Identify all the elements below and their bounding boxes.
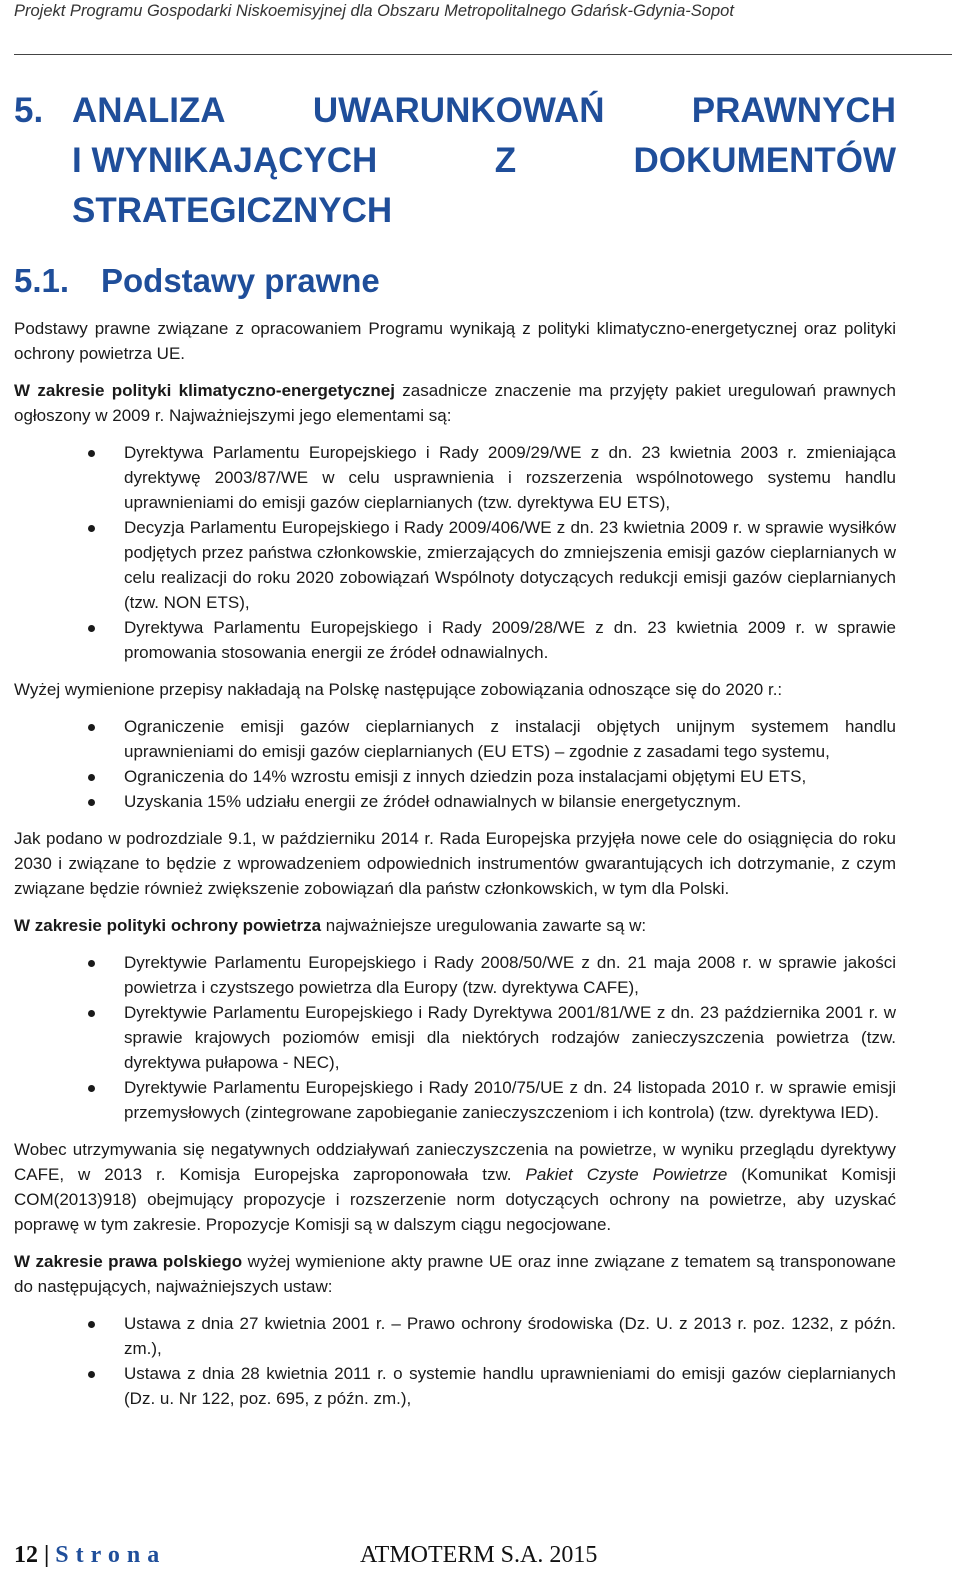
bullet-list bbox=[14, 1311, 896, 1411]
bold-lead: W zakresie polityki ochrony powietrza bbox=[14, 916, 322, 935]
page-number: 12 bbox=[14, 1542, 38, 1568]
list-item: Dyrektywa Parlamentu Europejskiego i Rady 2009/28/WE z dn. 23 kwietnia 2009 r. w sprawie promowania stosowania energii ze źródeł odnawialnych. bbox=[14, 615, 896, 665]
paragraph: Jak podano w podrozdziale 9.1, w październiku 2014 r. Rada Europejska przyjęła nowe cele do osiągnięcia do roku 2030 i związane to będzie z wprowadzeniem odpowiednich instrumentów gwarantujących ich dotrzymanie, z czym związane będzie również zwiększenie zobowiązań dla państw członkowskich, w tym dla Polski. bbox=[14, 829, 896, 898]
list-item: Decyzja Parlamentu Europejskiego i Rady 2009/406/WE z dn. 23 kwietnia 2009 r. w sprawie wysiłków podjętych przez państwa członkowskie, zmierzających do zmniejszenia emisji gazów cieplarnianych w celu realizacji do roku 2020 zobowiązań Wspólnoty dotyczących redukcji emisji gazów cieplarnianych (tzw. NON ETS), bbox=[14, 515, 896, 615]
paragraph bbox=[14, 1137, 896, 1237]
chapter-word: I WYNIKAJĄCYCH bbox=[72, 141, 378, 180]
list-item: Dyrektywie Parlamentu Europejskiego i Rady Dyrektywa 2001/81/WE z dn. 23 października 2001 r. w sprawie krajowych poziomów emisji dla niektórych rodzajów zanieczyszczenia powietrza (tzw. dyrektywa pułapowa - NEC), bbox=[14, 1000, 896, 1075]
section-heading bbox=[14, 258, 380, 304]
paragraph bbox=[14, 1249, 896, 1299]
company-name: ATMOTERM S.A. 2015 bbox=[360, 1542, 598, 1568]
bullet-list bbox=[14, 950, 896, 1125]
italic-term: Pakiet Czyste Powietrze bbox=[525, 1165, 728, 1184]
section-title: Podstawy prawne bbox=[101, 262, 380, 299]
paragraph bbox=[14, 913, 896, 938]
page-label bbox=[14, 1540, 166, 1570]
list-item: Dyrektywa Parlamentu Europejskiego i Rady 2009/29/WE z dn. 23 kwietnia 2003 r. zmieniająca dyrektywę 2003/87/WE w celu usprawnienia i rozszerzenia wspólnotowego systemu handlu uprawnieniami do emisji gazów cieplarnianych (tzw. dyrektywa EU ETS), bbox=[14, 440, 896, 515]
list-item: Uzyskania 15% udziału energii ze źródeł odnawialnych w bilansie energetycznym. bbox=[14, 789, 896, 814]
running-header: Projekt Programu Gospodarki Niskoemisyjnej dla Obszaru Metropolitalnego Gdańsk-Gdynia-Sopot bbox=[14, 2, 734, 20]
list-item: Ustawa z dnia 27 kwietnia 2001 r. – Prawo ochrony środowiska (Dz. U. z 2013 r. poz. 1232, z późn. zm.), bbox=[14, 1311, 896, 1361]
paragraph: Wyżej wymienione przepisy nakładają na Polskę następujące zobowiązania odnoszące się do 2020 r.: bbox=[14, 680, 783, 699]
chapter-word: PRAWNYCH bbox=[691, 91, 896, 130]
chapter-title-line-1 bbox=[72, 86, 896, 136]
page-word: Strona bbox=[55, 1542, 167, 1568]
chapter-title-line-3 bbox=[72, 186, 896, 236]
paragraph-text: najważniejsze uregulowania zawarte są w: bbox=[321, 916, 647, 935]
header-divider bbox=[14, 54, 952, 55]
paragraph-text: (Komunikat Komisji COM(2013)918) obejmujący propozycje i rozszerzenie norm dotyczących ochrony na powietrze, aby uzyskać poprawę w tym zakresie. Propozycje Komisji są w dalszym ciągu negocjowane. bbox=[14, 1165, 896, 1234]
bold-lead: W zakresie prawa polskiego bbox=[14, 1252, 243, 1271]
paragraph bbox=[14, 378, 896, 428]
paragraph-text: wyżej wymienione akty prawne UE oraz inne związane z tematem są transponowane do następujących, najważniejszych ustaw: bbox=[14, 1252, 896, 1296]
list-item: Dyrektywie Parlamentu Europejskiego i Rady 2010/75/UE z dn. 24 listopada 2010 r. w sprawie emisji przemysłowych (zintegrowane zapobieganie zanieczyszczeniom i ich kontrola) (tzw. dyrektywa IED). bbox=[14, 1075, 896, 1125]
footer-separator: | bbox=[44, 1542, 50, 1568]
document-body bbox=[14, 316, 896, 1423]
bullet-list bbox=[14, 440, 896, 665]
chapter-title-line-2 bbox=[72, 136, 896, 186]
chapter-number: 5. bbox=[14, 91, 44, 130]
paragraph-text: zasadnicze znaczenie ma przyjęty pakiet uregulowań prawnych ogłoszony w 2009 r. Najważniejszymi jego elementami są: bbox=[14, 381, 896, 425]
chapter-word: UWARUNKOWAŃ bbox=[312, 91, 605, 130]
list-item: Dyrektywie Parlamentu Europejskiego i Rady 2008/50/WE z dn. 21 maja 2008 r. w sprawie jakości powietrza i czystszego powietrza dla Europy (tzw. dyrektywa CAFE), bbox=[14, 950, 896, 1000]
list-item: Ograniczenia do 14% wzrostu emisji z innych dziedzin poza instalacjami objętymi EU ETS, bbox=[14, 764, 896, 789]
page-footer bbox=[14, 1540, 944, 1570]
list-item: Ograniczenie emisji gazów cieplarnianych z instalacji objętych unijnym systemem handlu uprawnieniami do emisji gazów cieplarnianych (EU ETS) – zgodnie z zasadami tego systemu, bbox=[14, 714, 896, 764]
paragraph-text: Wobec utrzymywania się negatywnych oddziaływań zanieczyszczenia na powietrze, w wyniku przeglądu dyrektywy CAFE, w 2013 r. Komisja Europejska zaproponowała tzw. bbox=[14, 1140, 896, 1184]
bullet-list bbox=[14, 714, 896, 814]
chapter-word: STRATEGICZNYCH bbox=[72, 191, 393, 230]
chapter-word: Z bbox=[494, 141, 517, 180]
section-number: 5.1. bbox=[14, 262, 70, 299]
chapter-word: ANALIZA bbox=[72, 91, 226, 130]
bold-lead: W zakresie polityki klimatyczno-energetycznej bbox=[14, 381, 395, 400]
chapter-word: DOKUMENTÓW bbox=[633, 141, 896, 180]
list-item: Ustawa z dnia 28 kwietnia 2011 r. o systemie handlu uprawnieniami do emisji gazów cieplarnianych (Dz. u. Nr 122, poz. 695, z późn. zm.), bbox=[14, 1361, 896, 1411]
paragraph: Podstawy prawne związane z opracowaniem Programu wynikają z polityki klimatyczno-energetycznej oraz polityki ochrony powietrza UE. bbox=[14, 319, 896, 363]
